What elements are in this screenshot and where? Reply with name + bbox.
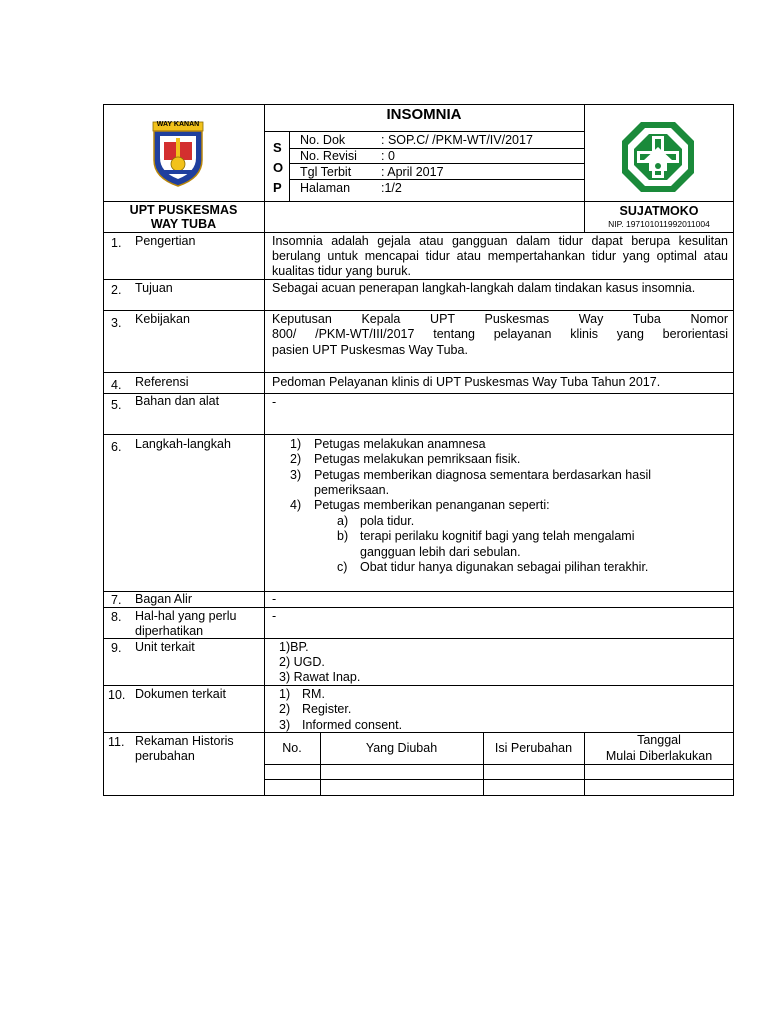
- row-label-pengertian: Pengertian: [135, 234, 196, 248]
- history-col-isi-perubahan: Isi Perubahan: [494, 741, 573, 755]
- unit-item: 3) Rawat Inap.: [279, 670, 361, 684]
- row-text-kebijakan-line2: 800/ /PKM-WT/III/2017 tentang pelayanan klinis yang berorientasi: [272, 327, 728, 341]
- row-label-tujuan: Tujuan: [135, 281, 173, 295]
- document-item-text: Informed consent.: [302, 718, 403, 732]
- row-label-rekaman-line2: perubahan: [135, 749, 195, 763]
- substep-text: pola tidur.: [360, 514, 415, 528]
- step-text: Petugas melakukan anamnesa: [314, 437, 486, 451]
- signer-nip: NIP. 197101011992011004: [608, 219, 710, 229]
- row-text-kebijakan-line1: Keputusan Kepala UPT Puskesmas Way Tuba Nomor: [272, 312, 728, 326]
- document-item-number: 3): [279, 718, 291, 732]
- history-col-mulai-diberlakukan: Mulai Diberlakukan: [605, 749, 713, 763]
- row-text-hal: -: [272, 609, 277, 623]
- row-label-langkah: Langkah-langkah: [135, 437, 231, 451]
- row-label-kebijakan: Kebijakan: [135, 312, 190, 326]
- row-label-dokumen: Dokumen terkait: [135, 687, 227, 701]
- substep-letter: a): [337, 514, 349, 528]
- meta-value-no-revisi: : 0: [381, 149, 395, 163]
- row-number: 3.: [111, 316, 122, 330]
- sop-divider: [289, 131, 290, 201]
- step-text: Petugas memberikan diagnosa sementara berdasarkan hasil: [314, 468, 651, 482]
- row-number: 9.: [111, 641, 122, 655]
- row-label-hal-line1: Hal-hal yang perlu: [135, 609, 237, 623]
- substep-letter: b): [337, 529, 349, 543]
- row-number: 6.: [111, 440, 122, 454]
- sop-letter-p: P: [273, 180, 282, 195]
- row-number: 10.: [108, 688, 126, 702]
- step-number: 4): [290, 498, 302, 512]
- meta-label-halaman: Halaman: [300, 181, 351, 195]
- row-number: 11.: [108, 735, 125, 749]
- step-number: 1): [290, 437, 302, 451]
- row-label-bahan: Bahan dan alat: [135, 394, 220, 408]
- meta-label-tgl-terbit: Tgl Terbit: [300, 165, 352, 179]
- left-logo-text: WAY KANAN: [156, 121, 200, 128]
- document-item-text: Register.: [302, 702, 352, 716]
- row-label-bagan: Bagan Alir: [135, 592, 192, 606]
- signer-name: SUJATMOKO: [619, 204, 699, 218]
- history-col-no: No.: [282, 741, 302, 755]
- substep-text: Obat tidur hanya digunakan sebagai pilihan terakhir.: [360, 560, 649, 574]
- row-number: 7.: [111, 593, 122, 607]
- row-text-pengertian: Insomnia adalah gejala atau gangguan dalam tidur dapat berupa kesulitan berulang untuk mencapai tidur atau mempertahankan tidur yang optimal atau kualitas tidur yang buruk.: [272, 234, 728, 278]
- substep-letter: c): [337, 560, 348, 574]
- header-divider: [103, 201, 734, 202]
- document-item-text: RM.: [302, 687, 325, 701]
- unit-item: 2) UGD.: [279, 655, 325, 669]
- meta-value-tgl-terbit: : April 2017: [381, 165, 444, 179]
- row-number: 4.: [111, 378, 122, 392]
- row-label-hal-line2: diperhatikan: [135, 624, 204, 638]
- history-col-tanggal: Tanggal: [637, 733, 681, 747]
- row-text-tujuan: Sebagai acuan penerapan langkah-langkah dalam tindakan kasus insomnia.: [272, 281, 696, 295]
- meta-value-no-dok: : SOP.C/ /PKM-WT/IV/2017: [381, 133, 533, 147]
- document-title: INSOMNIA: [386, 106, 462, 123]
- row-number: 5.: [111, 398, 122, 412]
- title-divider: [264, 131, 584, 132]
- document-item-number: 2): [279, 702, 291, 716]
- column-divider-left: [264, 104, 265, 796]
- step-text: Petugas memberikan penanganan seperti:: [314, 498, 550, 512]
- row-label-unit: Unit terkait: [135, 640, 195, 654]
- step-number: 3): [290, 468, 302, 482]
- row-number: 1.: [111, 236, 122, 250]
- sop-letter-s: S: [273, 140, 282, 155]
- row-text-referensi: Pedoman Pelayanan klinis di UPT Puskesmas Way Tuba Tahun 2017.: [272, 375, 661, 389]
- document-item-number: 1): [279, 687, 291, 701]
- row-label-rekaman-line1: Rekaman Historis: [135, 734, 234, 748]
- meta-value-halaman: :1/2: [381, 181, 402, 195]
- meta-label-no-revisi: No. Revisi: [300, 149, 357, 163]
- row-label-referensi: Referensi: [135, 375, 189, 389]
- sop-letter-o: O: [273, 160, 284, 175]
- row-text-bagan: -: [272, 592, 277, 606]
- step-text: Petugas melakukan pemriksaan fisik.: [314, 452, 521, 466]
- org-name-line2: WAY TUBA: [150, 217, 217, 231]
- row-number: 2.: [111, 283, 122, 297]
- unit-item: 1)BP.: [279, 640, 309, 654]
- row-number: 8.: [111, 610, 122, 624]
- way-kanan-crest-logo: [150, 120, 206, 188]
- meta-label-no-dok: No. Dok: [300, 133, 346, 147]
- org-name-line1: UPT PUSKESMAS: [129, 203, 238, 217]
- history-col-yang-diubah: Yang Diubah: [365, 741, 438, 755]
- substep-text-continued: gangguan lebih dari sebulan.: [360, 545, 521, 559]
- row-text-kebijakan-line3: pasien UPT Puskesmas Way Tuba.: [272, 343, 468, 357]
- step-number: 2): [290, 452, 302, 466]
- substep-text: terapi perilaku kognitif bagi yang telah mengalami: [360, 529, 635, 543]
- puskesmas-logo: [621, 121, 695, 193]
- step-text-continued: pemeriksaan.: [314, 483, 390, 497]
- row-text-bahan: -: [272, 395, 277, 409]
